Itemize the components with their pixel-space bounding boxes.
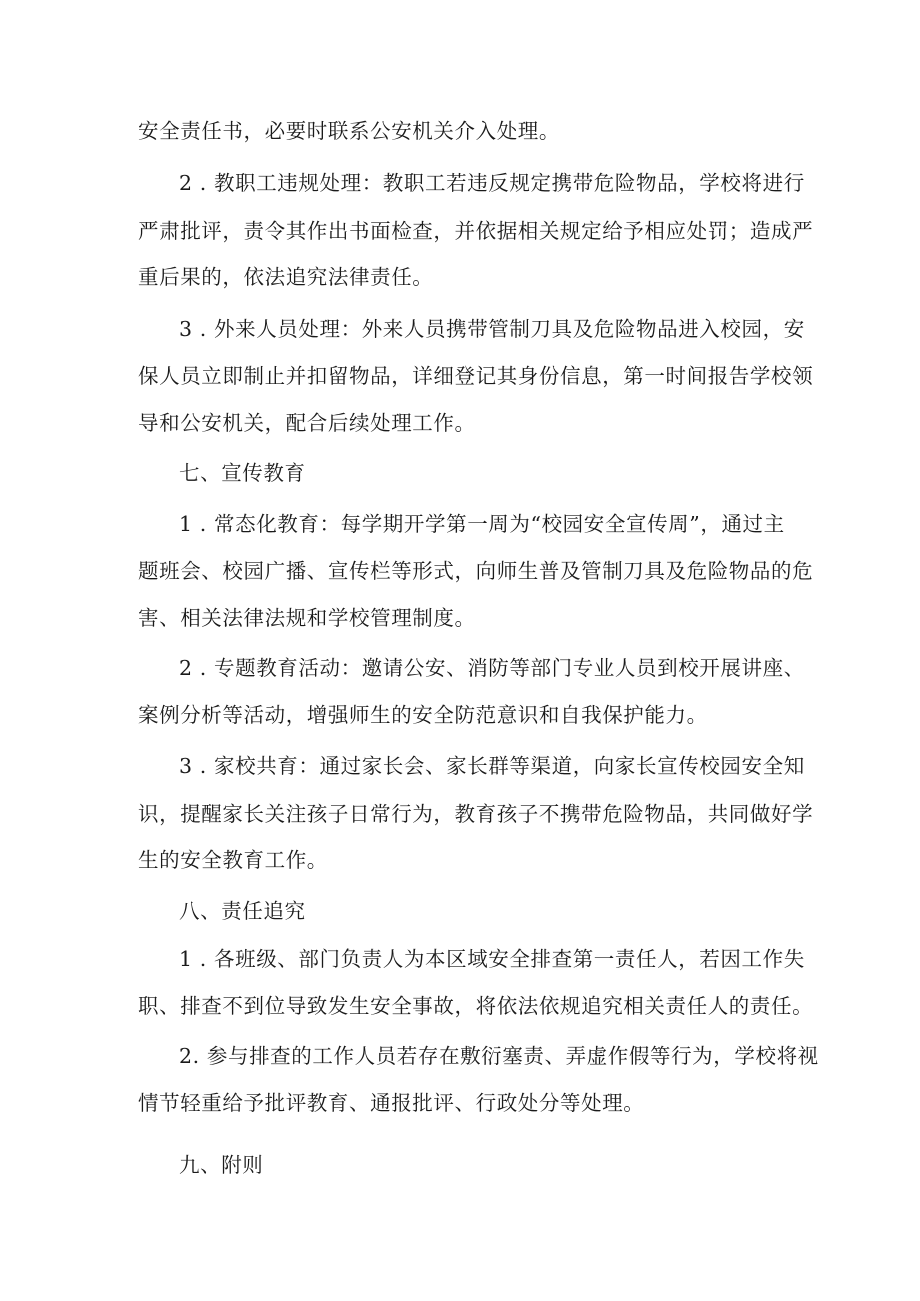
paragraph-line: 1 . 常态化教育：每学期开学第一周为“校园安全宣传周”，通过主	[179, 512, 785, 536]
paragraph-line: 3 . 外来人员处理：外来人员携带管制刀具及危险物品进入校园，安	[179, 317, 805, 341]
paragraph-line: 题班会、校园广播、宣传栏等形式，向师生普及管制刀具及危险物品的危	[138, 559, 814, 583]
paragraph-line: 生的安全教育工作。	[138, 848, 328, 872]
paragraph-line: 2. 参与排查的工作人员若存在敷衍塞责、弄虚作假等行为，学校将视	[179, 1044, 819, 1068]
paragraph-line: 2 . 教职工违规处理：教职工若违反规定携带危险物品，学校将进行	[179, 171, 805, 195]
paragraph-line: 3 . 家校共育：通过家长会、家长群等渠道，向家长宣传校园安全知	[179, 754, 805, 778]
paragraph-line: 2 . 专题教育活动：邀请公安、消防等部门专业人员到校开展讲座、	[179, 656, 805, 680]
paragraph-line: 导和公安机关，配合后续处理工作。	[138, 411, 476, 435]
paragraph-line: 案例分析等活动，增强师生的安全防范意识和自我保护能力。	[138, 703, 708, 727]
paragraph-line: 识，提醒家长关注孩子日常行为，教育孩子不携带危险物品，共同做好学	[138, 802, 814, 826]
section-heading: 七、宣传教育	[179, 461, 306, 485]
paragraph-line: 保人员立即制止并扣留物品，详细登记其身份信息，第一时间报告学校领	[138, 364, 814, 388]
paragraph-line: 情节轻重给予批评教育、通报批评、行政处分等处理。	[138, 1091, 645, 1115]
paragraph-line: 职、排查不到位导致发生安全事故，将依法依规追究相关责任人的责任。	[138, 994, 814, 1018]
paragraph-line: 安全责任书，必要时联系公安机关介入处理。	[138, 119, 560, 143]
paragraph-line: 重后果的，依法追究法律责任。	[138, 265, 434, 289]
section-heading: 八、责任追究	[179, 899, 306, 923]
section-heading: 九、附则	[179, 1153, 264, 1177]
paragraph-line: 严肃批评，责令其作出书面检查，并依据相关规定给予相应处罚；造成严	[138, 219, 814, 243]
paragraph-line: 1 . 各班级、部门负责人为本区域安全排查第一责任人，若因工作失	[179, 947, 805, 971]
paragraph-line: 害、相关法律法规和学校管理制度。	[138, 606, 476, 630]
